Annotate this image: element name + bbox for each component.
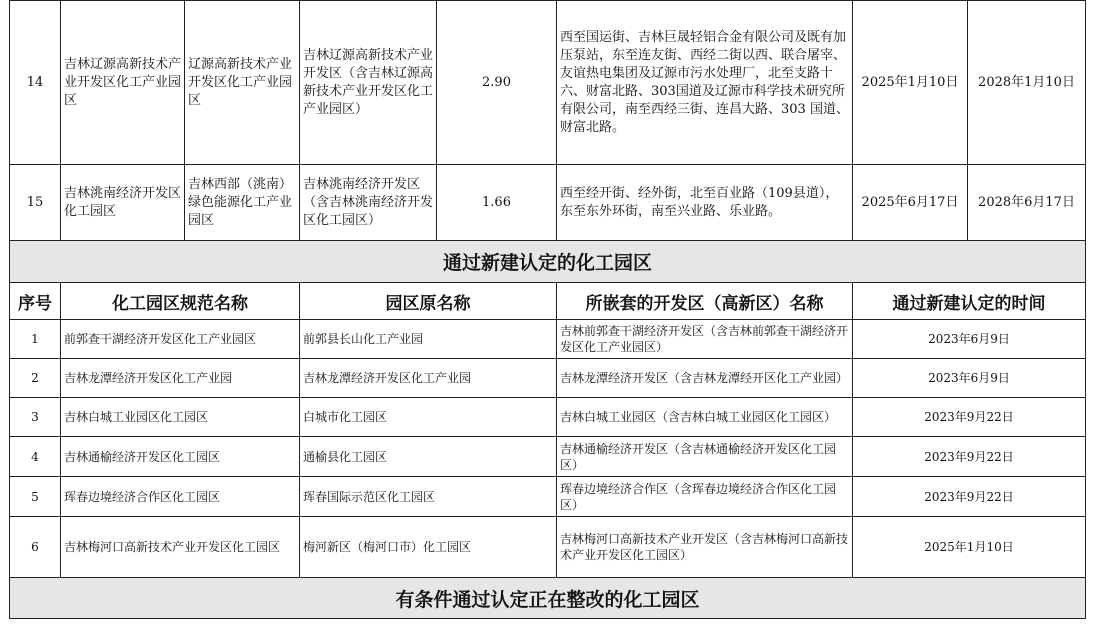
table-row-14-boundary: 西至国运街、吉林巨晟轻铝合金有限公司及既有加压泵站，东至连友街、西经二街以西、联合屠宰、友谊热电集团及辽源市污水处理厂，北至支路十六、财富北路、303国道及辽源市科学技术研究所有限公司，南至西经三街、连昌大路、303 国道、财富北路。 (556, 0, 853, 165)
table-row-14-orig-name: 辽源高新技术产业开发区化工产业园区 (184, 0, 300, 165)
table-row-15-area: 1.66 (436, 164, 557, 241)
new-row-4-orig-name: 通榆县化工园区 (299, 436, 557, 477)
table-row-15-std-name: 吉林洮南经济开发区化工园区 (60, 164, 185, 241)
new-row-1-date: 2023年6月9日 (852, 319, 1086, 359)
new-row-4-no: 4 (9, 436, 61, 477)
new-row-3-orig-name: 白城市化工园区 (299, 397, 557, 437)
section-title-rectifying: 有条件通过认定正在整改的化工园区 (9, 577, 1086, 619)
table-row-15-valid: 2028年6月17日 (967, 164, 1086, 241)
table-row-14-valid: 2028年1月10日 (967, 0, 1086, 165)
new-row-1-std-name: 前郭查干湖经济开发区化工产业园区 (60, 319, 300, 359)
new-row-5-std-name: 珲春边境经济合作区化工园区 (60, 476, 300, 517)
new-row-3-no: 3 (9, 397, 61, 437)
new-row-4-date: 2023年9月22日 (852, 436, 1086, 477)
header-std-name: 化工园区规范名称 (60, 282, 300, 320)
table-row-15-orig-name: 吉林西部（洮南）绿色能源化工产业园区 (184, 164, 300, 241)
new-row-2-std-name: 吉林龙潭经济开发区化工产业园 (60, 358, 300, 398)
header-orig-name: 园区原名称 (299, 282, 557, 320)
table-row-15-date: 2025年6月17日 (852, 164, 968, 241)
table-row-14-date: 2025年1月10日 (852, 0, 968, 165)
table-row-14-std-name: 吉林辽源高新技术产业开发区化工产业园区 (60, 0, 185, 165)
new-row-2-dev-zone: 吉林龙潭经济开发区（含吉林龙潭经开区化工产业园） (556, 358, 853, 398)
table-row-14-no: 14 (9, 0, 61, 165)
new-row-5-orig-name: 珲春国际示范区化工园区 (299, 476, 557, 517)
new-row-2-orig-name: 吉林龙潭经济开发区化工产业园 (299, 358, 557, 398)
header-dev-zone: 所嵌套的开发区（高新区）名称 (556, 282, 853, 320)
new-row-3-std-name: 吉林白城工业园区化工园区 (60, 397, 300, 437)
new-row-5-dev-zone: 珲春边境经济合作区（含珲春边境经济合作区化工园区） (556, 476, 853, 517)
new-row-2-date: 2023年6月9日 (852, 358, 1086, 398)
table-row-15-no: 15 (9, 164, 61, 241)
new-row-6-std-name: 吉林梅河口高新技术产业开发区化工园区 (60, 516, 300, 578)
header-no: 序号 (9, 282, 61, 320)
table-row-15-boundary: 西至经开街、经外街，北至百业路（109县道），东至东外环街，南至兴业路、乐业路。 (556, 164, 853, 241)
new-row-4-std-name: 吉林通榆经济开发区化工园区 (60, 436, 300, 477)
new-row-1-orig-name: 前郭县长山化工产业园 (299, 319, 557, 359)
new-row-6-orig-name: 梅河新区（梅河口市）化工园区 (299, 516, 557, 578)
table-row-15-dev-zone: 吉林洮南经济开发区（含吉林洮南经济开发区化工园区） (299, 164, 437, 241)
new-row-4-dev-zone: 吉林通榆经济开发区（含吉林通榆经济开发区化工园区） (556, 436, 853, 477)
new-row-1-no: 1 (9, 319, 61, 359)
table-row-14-area: 2.90 (436, 0, 557, 165)
new-row-6-date: 2025年1月10日 (852, 516, 1086, 578)
new-row-5-no: 5 (9, 476, 61, 517)
new-row-6-dev-zone: 吉林梅河口高新技术产业开发区（含吉林梅河口高新技术产业开发区化工园区） (556, 516, 853, 578)
new-row-2-no: 2 (9, 358, 61, 398)
new-row-3-dev-zone: 吉林白城工业园区（含吉林白城工业园区化工园区） (556, 397, 853, 437)
new-row-6-no: 6 (9, 516, 61, 578)
table-row-14-dev-zone: 吉林辽源高新技术产业开发区（含吉林辽源高新技术产业开发区化工产业园区） (299, 0, 437, 165)
new-row-1-dev-zone: 吉林前郭查干湖经济开发区（含吉林前郭查干湖经济开发区化工产业园区） (556, 319, 853, 359)
header-date: 通过新建认定的时间 (852, 282, 1086, 320)
section-title-new-recognition: 通过新建认定的化工园区 (9, 240, 1086, 283)
new-row-5-date: 2023年9月22日 (852, 476, 1086, 517)
new-row-3-date: 2023年9月22日 (852, 397, 1086, 437)
